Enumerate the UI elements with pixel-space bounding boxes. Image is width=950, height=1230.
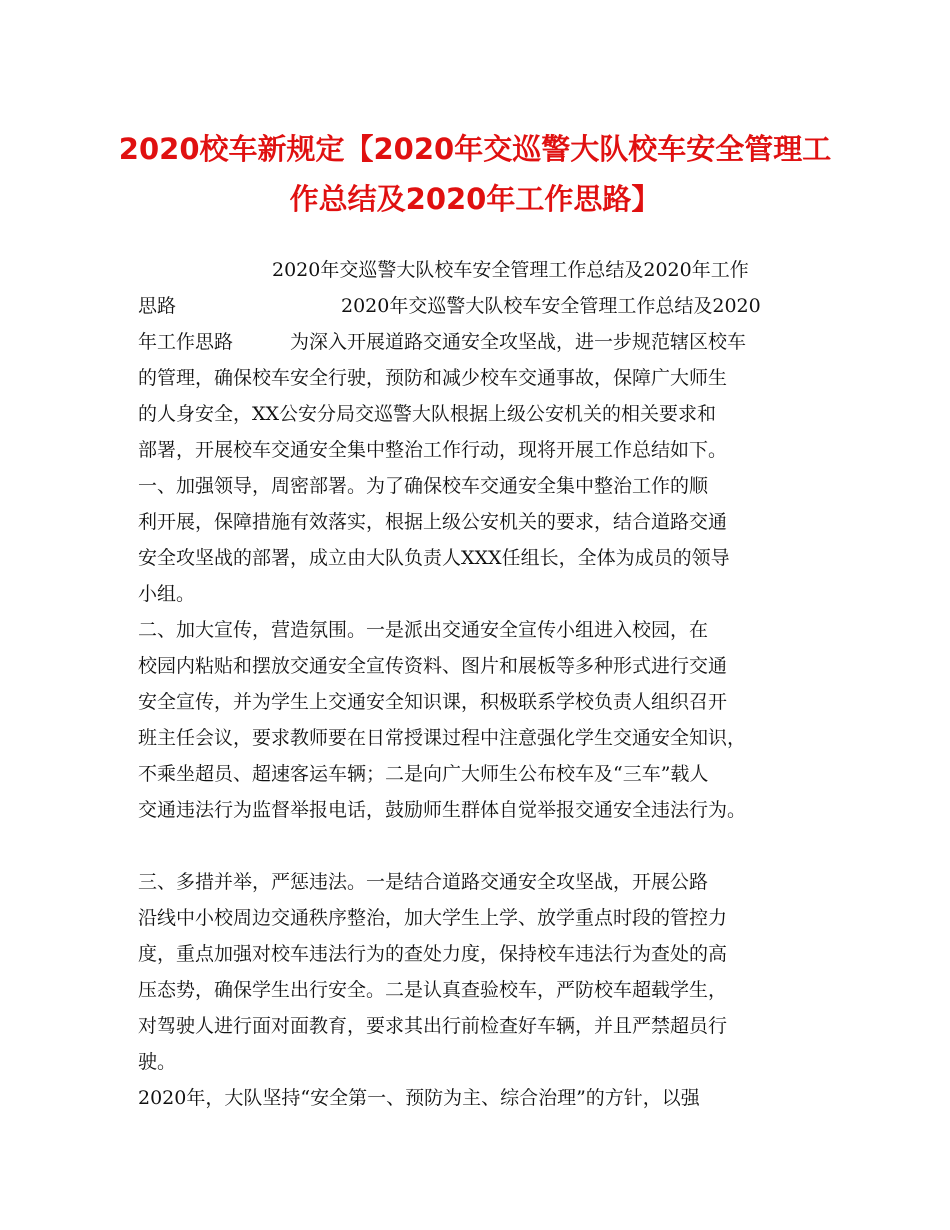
body-line: 三、多措并举，严惩违法。一是结合道路交通安全攻坚战，开展公路	[138, 871, 709, 893]
body-line: 安全攻坚战的部署，成立由大队负责人XXX任组长，全体为成员的领导	[138, 547, 730, 569]
body-line: 一、加强领导，周密部署。为了确保校车交通安全集中整治工作的顺	[138, 475, 709, 497]
body-line: 不乘坐超员、超速客运车辆；二是向广大师生公布校车及“三车”载人	[138, 763, 709, 785]
body-line: 对驾驶人进行面对面教育，要求其出行前检查好车辆，并且严禁超员行	[138, 1015, 728, 1037]
body-line: 年工作思路	[138, 331, 234, 353]
body-line: 小组。	[138, 583, 196, 605]
body-line: 度，重点加强对校车违法行为的查处力度，保持校车违法行为查处的高	[138, 943, 728, 965]
body-line: 沿线中小校周边交通秩序整治，加大学生上学、放学重点时段的管控力	[138, 907, 728, 929]
body-line: 校园内粘贴和摆放交通安全宣传资料、图片和展板等多种形式进行交通	[138, 655, 728, 677]
title-line: 作总结及2020年工作思路】	[289, 182, 661, 216]
body-line: 利开展，保障措施有效落实，根据上级公安机关的要求，结合道路交通	[138, 511, 728, 533]
body-line: 交通违法行为监督举报电话，鼓励师生群体自觉举报交通安全违法行为。	[138, 799, 747, 821]
body-line: 部署，开展校车交通安全集中整治工作行动，现将开展工作总结如下。	[138, 439, 728, 461]
body-line: 安全宣传，并为学生上交通安全知识课，积极联系学校负责人组织召开	[138, 691, 728, 713]
title-line: 2020校车新规定【2020年交巡警大队校车安全管理工	[118, 132, 832, 166]
body-line: 2020年交巡警大队校车安全管理工作总结及2020年工作	[272, 259, 749, 281]
document-title	[100, 124, 850, 224]
body-line: 的人身安全，XX公安分局交巡警大队根据上级公安机关的相关要求和	[138, 403, 717, 425]
body-line: 2020年，大队坚持“安全第一、预防为主、综合治理”的方针，以强	[138, 1087, 700, 1109]
body-line: 驶。	[138, 1051, 177, 1073]
body-line: 为深入开展道路交通安全攻坚战，进一步规范辖区校车	[290, 331, 747, 353]
body-line: 班主任会议，要求教师要在日常授课过程中注意强化学生交通安全知识，	[138, 727, 747, 749]
body-line: 思路	[138, 295, 177, 317]
body-line: 2020年交巡警大队校车安全管理工作总结及2020	[341, 295, 761, 317]
body-line: 压态势，确保学生出行安全。二是认真查验校车，严防校车超载学生，	[138, 979, 728, 1001]
body-line: 的管理，确保校车安全行驶，预防和减少校车交通事故，保障广大师生	[138, 367, 728, 389]
body-line: 二、加大宣传，营造氛围。一是派出交通安全宣传小组进入校园，在	[138, 619, 709, 641]
